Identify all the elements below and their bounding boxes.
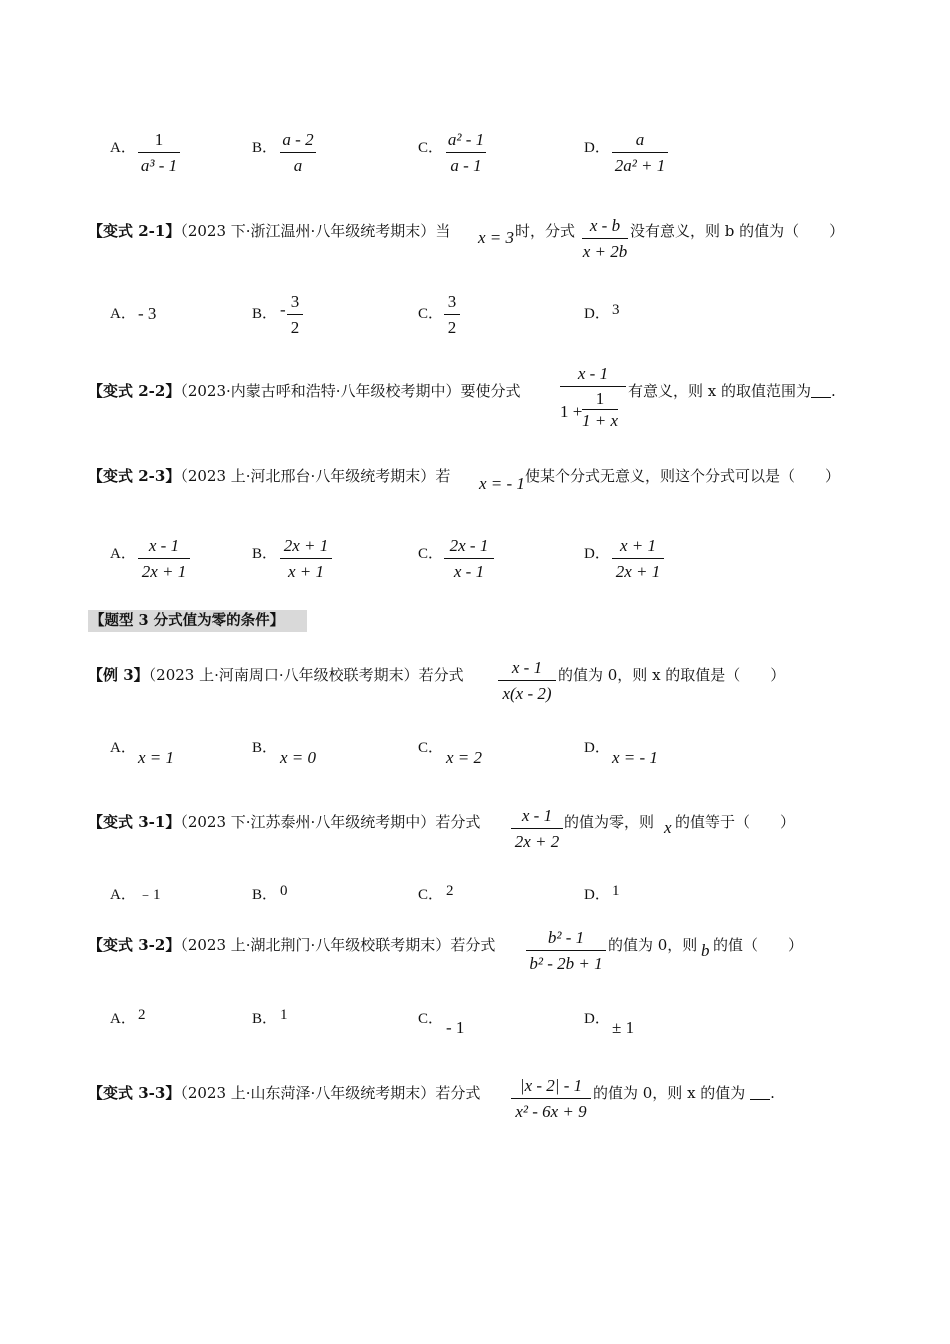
option-d-numerator: x + 1 <box>612 534 664 559</box>
option-c-label: C． <box>418 546 444 562</box>
option-d-value: 3 <box>612 302 620 318</box>
option-b-fraction <box>287 290 303 339</box>
section-heading: 【题型 3 分式值为零的条件】 <box>88 610 307 632</box>
option-b-numerator: a - 2 <box>280 128 316 153</box>
question-tag: 【变式 3-2】 <box>88 936 181 954</box>
question-text-end: . <box>831 382 836 400</box>
option-a-numerator: x - 1 <box>138 534 190 559</box>
option-c-fraction <box>446 128 486 177</box>
option-c-fraction <box>444 534 494 583</box>
option-c-value: - 1 <box>446 1018 465 1037</box>
question-text-post: 的值为 0，则 x 的取值是（ ） <box>558 666 786 684</box>
question-text-post: 的值为 0，则 x 的值为 <box>593 1084 751 1102</box>
option-c-denominator: 2 <box>447 318 457 337</box>
option-a-value: - 3 <box>138 304 157 323</box>
option-b-label: B． <box>252 140 278 156</box>
question-fraction <box>498 656 556 705</box>
question-fraction <box>582 214 628 263</box>
option-d-numerator: a <box>612 128 668 153</box>
option-a-numerator: 1 <box>138 128 180 153</box>
option-b-label: B． <box>252 740 278 756</box>
question-tag: 【变式 2-1】 <box>88 222 181 240</box>
question-variable: b <box>701 941 710 960</box>
question-variable: x <box>664 818 672 837</box>
question-tag: 【变式 2-3】 <box>88 467 181 485</box>
question-text-post: 的值等于（ ） <box>675 813 796 831</box>
inner-prefix: 1 + <box>560 402 583 421</box>
question-text-pre: 若分式 <box>435 1084 481 1102</box>
option-b-label: B． <box>252 887 278 903</box>
option-d-value: 1 <box>612 883 620 899</box>
option-a-label: A． <box>110 740 136 756</box>
option-c-label: C． <box>418 140 444 156</box>
nested-fraction-denominator <box>560 387 626 433</box>
question-fraction-numerator: x - 1 <box>498 656 556 681</box>
inner-fraction <box>582 389 618 430</box>
option-a-label: A． <box>110 546 136 562</box>
question-fraction-denominator: 2x + 2 <box>514 832 560 851</box>
question-source: （2023 上·河南周口·八年级校联考期末） <box>148 666 419 684</box>
option-b-value: 1 <box>280 1007 288 1023</box>
option-d-label: D． <box>584 887 610 903</box>
question-text-pre: 若分式 <box>418 666 464 684</box>
option-b-denominator: a <box>293 156 303 175</box>
question-source: （2023·内蒙古呼和浩特·八年级校考期中） <box>180 382 461 400</box>
question-text-pre: 若分式 <box>450 936 496 954</box>
option-d-denominator: 2x + 1 <box>615 562 661 581</box>
option-a-value: 2 <box>138 1007 146 1023</box>
option-c-label: C． <box>418 306 444 322</box>
option-c-label: C． <box>418 740 444 756</box>
condition-expression: x = 3 <box>478 228 515 247</box>
option-a-fraction <box>138 128 180 177</box>
question-fraction-numerator: b² - 1 <box>526 926 606 951</box>
option-c-label: C． <box>418 1011 444 1027</box>
question-source: （2023 上·山东菏泽·八年级统考期末） <box>180 1084 436 1102</box>
option-d-label: D． <box>584 306 610 322</box>
question-fraction-numerator: |x - 2| - 1 <box>511 1074 591 1099</box>
option-d-fraction <box>612 534 664 583</box>
inner-denominator: 1 + x <box>582 411 619 430</box>
option-b-label: B． <box>252 546 278 562</box>
question-text-post: 没有意义，则 b 的值为（ ） <box>630 222 845 240</box>
condition-expression: x = - 1 <box>479 474 525 493</box>
option-b-numerator: 2x + 1 <box>280 534 332 559</box>
option-a-denominator: a³ - 1 <box>140 156 178 175</box>
question-text-post: 的值（ ） <box>713 936 804 954</box>
question-text-pre: 当 <box>435 222 451 240</box>
answer-blank[interactable] <box>750 1085 770 1100</box>
question-fraction <box>511 1074 591 1123</box>
question-tag: 【变式 3-3】 <box>88 1084 181 1102</box>
option-b-fraction <box>280 534 332 583</box>
question-tag: 【变式 3-1】 <box>88 813 181 831</box>
option-d-label: D． <box>584 140 610 156</box>
option-b-numerator: 3 <box>287 290 303 315</box>
option-d-value: ± 1 <box>612 1018 635 1037</box>
question-text-pre: 若分式 <box>435 813 481 831</box>
question-fraction-denominator: x(x - 2) <box>502 684 552 703</box>
option-a-label: A． <box>110 1011 136 1027</box>
option-d-value: x = - 1 <box>612 748 658 767</box>
option-c-numerator: 3 <box>444 290 460 315</box>
option-d-label: D． <box>584 1011 610 1027</box>
option-b-label: B． <box>252 306 278 322</box>
question-text-post: 使某个分式无意义，则这个分式可以是（ ） <box>525 467 841 485</box>
question-source: （2023 下·浙江温州·八年级统考期末） <box>180 222 436 240</box>
question-fraction <box>526 926 606 975</box>
option-d-label: D． <box>584 546 610 562</box>
question-fraction-numerator: x - b <box>582 214 628 239</box>
option-c-numerator: 2x - 1 <box>444 534 494 559</box>
option-c-denominator: a - 1 <box>450 156 482 175</box>
question-text-pre: 要使分式 <box>460 382 521 400</box>
question-text-pre: 若 <box>435 467 451 485</box>
question-text-mid: 的值为 0，则 <box>608 936 698 954</box>
option-a-value: ﹣1 <box>138 887 161 903</box>
option-a-label: A． <box>110 887 136 903</box>
question-source: （2023 下·江苏泰州·八年级统考期中） <box>180 813 436 831</box>
question-fraction <box>511 804 563 853</box>
option-a-denominator: 2x + 1 <box>141 562 187 581</box>
option-d-label: D． <box>584 740 610 756</box>
option-c-value: 2 <box>446 883 454 899</box>
option-a-label: A． <box>110 140 136 156</box>
question-text-mid: 的值为零，则 <box>564 813 655 831</box>
question-tag: 【变式 2-2】 <box>88 382 181 400</box>
option-c-label: C． <box>418 887 444 903</box>
option-b-label: B． <box>252 1011 278 1027</box>
question-fraction-denominator: x² - 6x + 9 <box>515 1102 587 1121</box>
option-c-denominator: x - 1 <box>453 562 485 581</box>
option-c-numerator: a² - 1 <box>446 128 486 153</box>
question-tag: 【例 3】 <box>88 666 149 684</box>
question-source: （2023 上·湖北荆门·八年级校联考期末） <box>180 936 451 954</box>
option-b-fraction <box>280 128 316 177</box>
question-text-post: 有意义，则 x 的取值范围为 <box>628 382 811 400</box>
question-fraction-denominator: b² - 2b + 1 <box>529 954 603 973</box>
question-text-mid: 时，分式 <box>515 222 576 240</box>
option-c-value: x = 2 <box>446 748 483 767</box>
question-text-end: . <box>770 1084 775 1102</box>
answer-blank[interactable] <box>811 383 831 398</box>
option-b-value: x = 0 <box>280 748 317 767</box>
option-d-fraction <box>612 128 668 177</box>
inner-numerator: 1 <box>582 389 618 410</box>
option-d-denominator: 2a² + 1 <box>614 156 666 175</box>
option-a-value: x = 1 <box>138 748 175 767</box>
option-b-denominator: x + 1 <box>287 562 325 581</box>
nested-fraction <box>560 362 626 433</box>
option-b-denominator: 2 <box>290 318 300 337</box>
question-fraction-numerator: x - 1 <box>511 804 563 829</box>
question-source: （2023 上·河北邢台·八年级统考期末） <box>180 467 436 485</box>
question-fraction-denominator: x + 2b <box>582 242 628 261</box>
option-c-fraction <box>444 290 460 339</box>
nested-fraction-numerator: x - 1 <box>560 362 626 387</box>
option-b-sign: - <box>280 300 286 319</box>
option-b-value: 0 <box>280 883 288 899</box>
option-a-fraction <box>138 534 190 583</box>
option-a-label: A． <box>110 306 136 322</box>
